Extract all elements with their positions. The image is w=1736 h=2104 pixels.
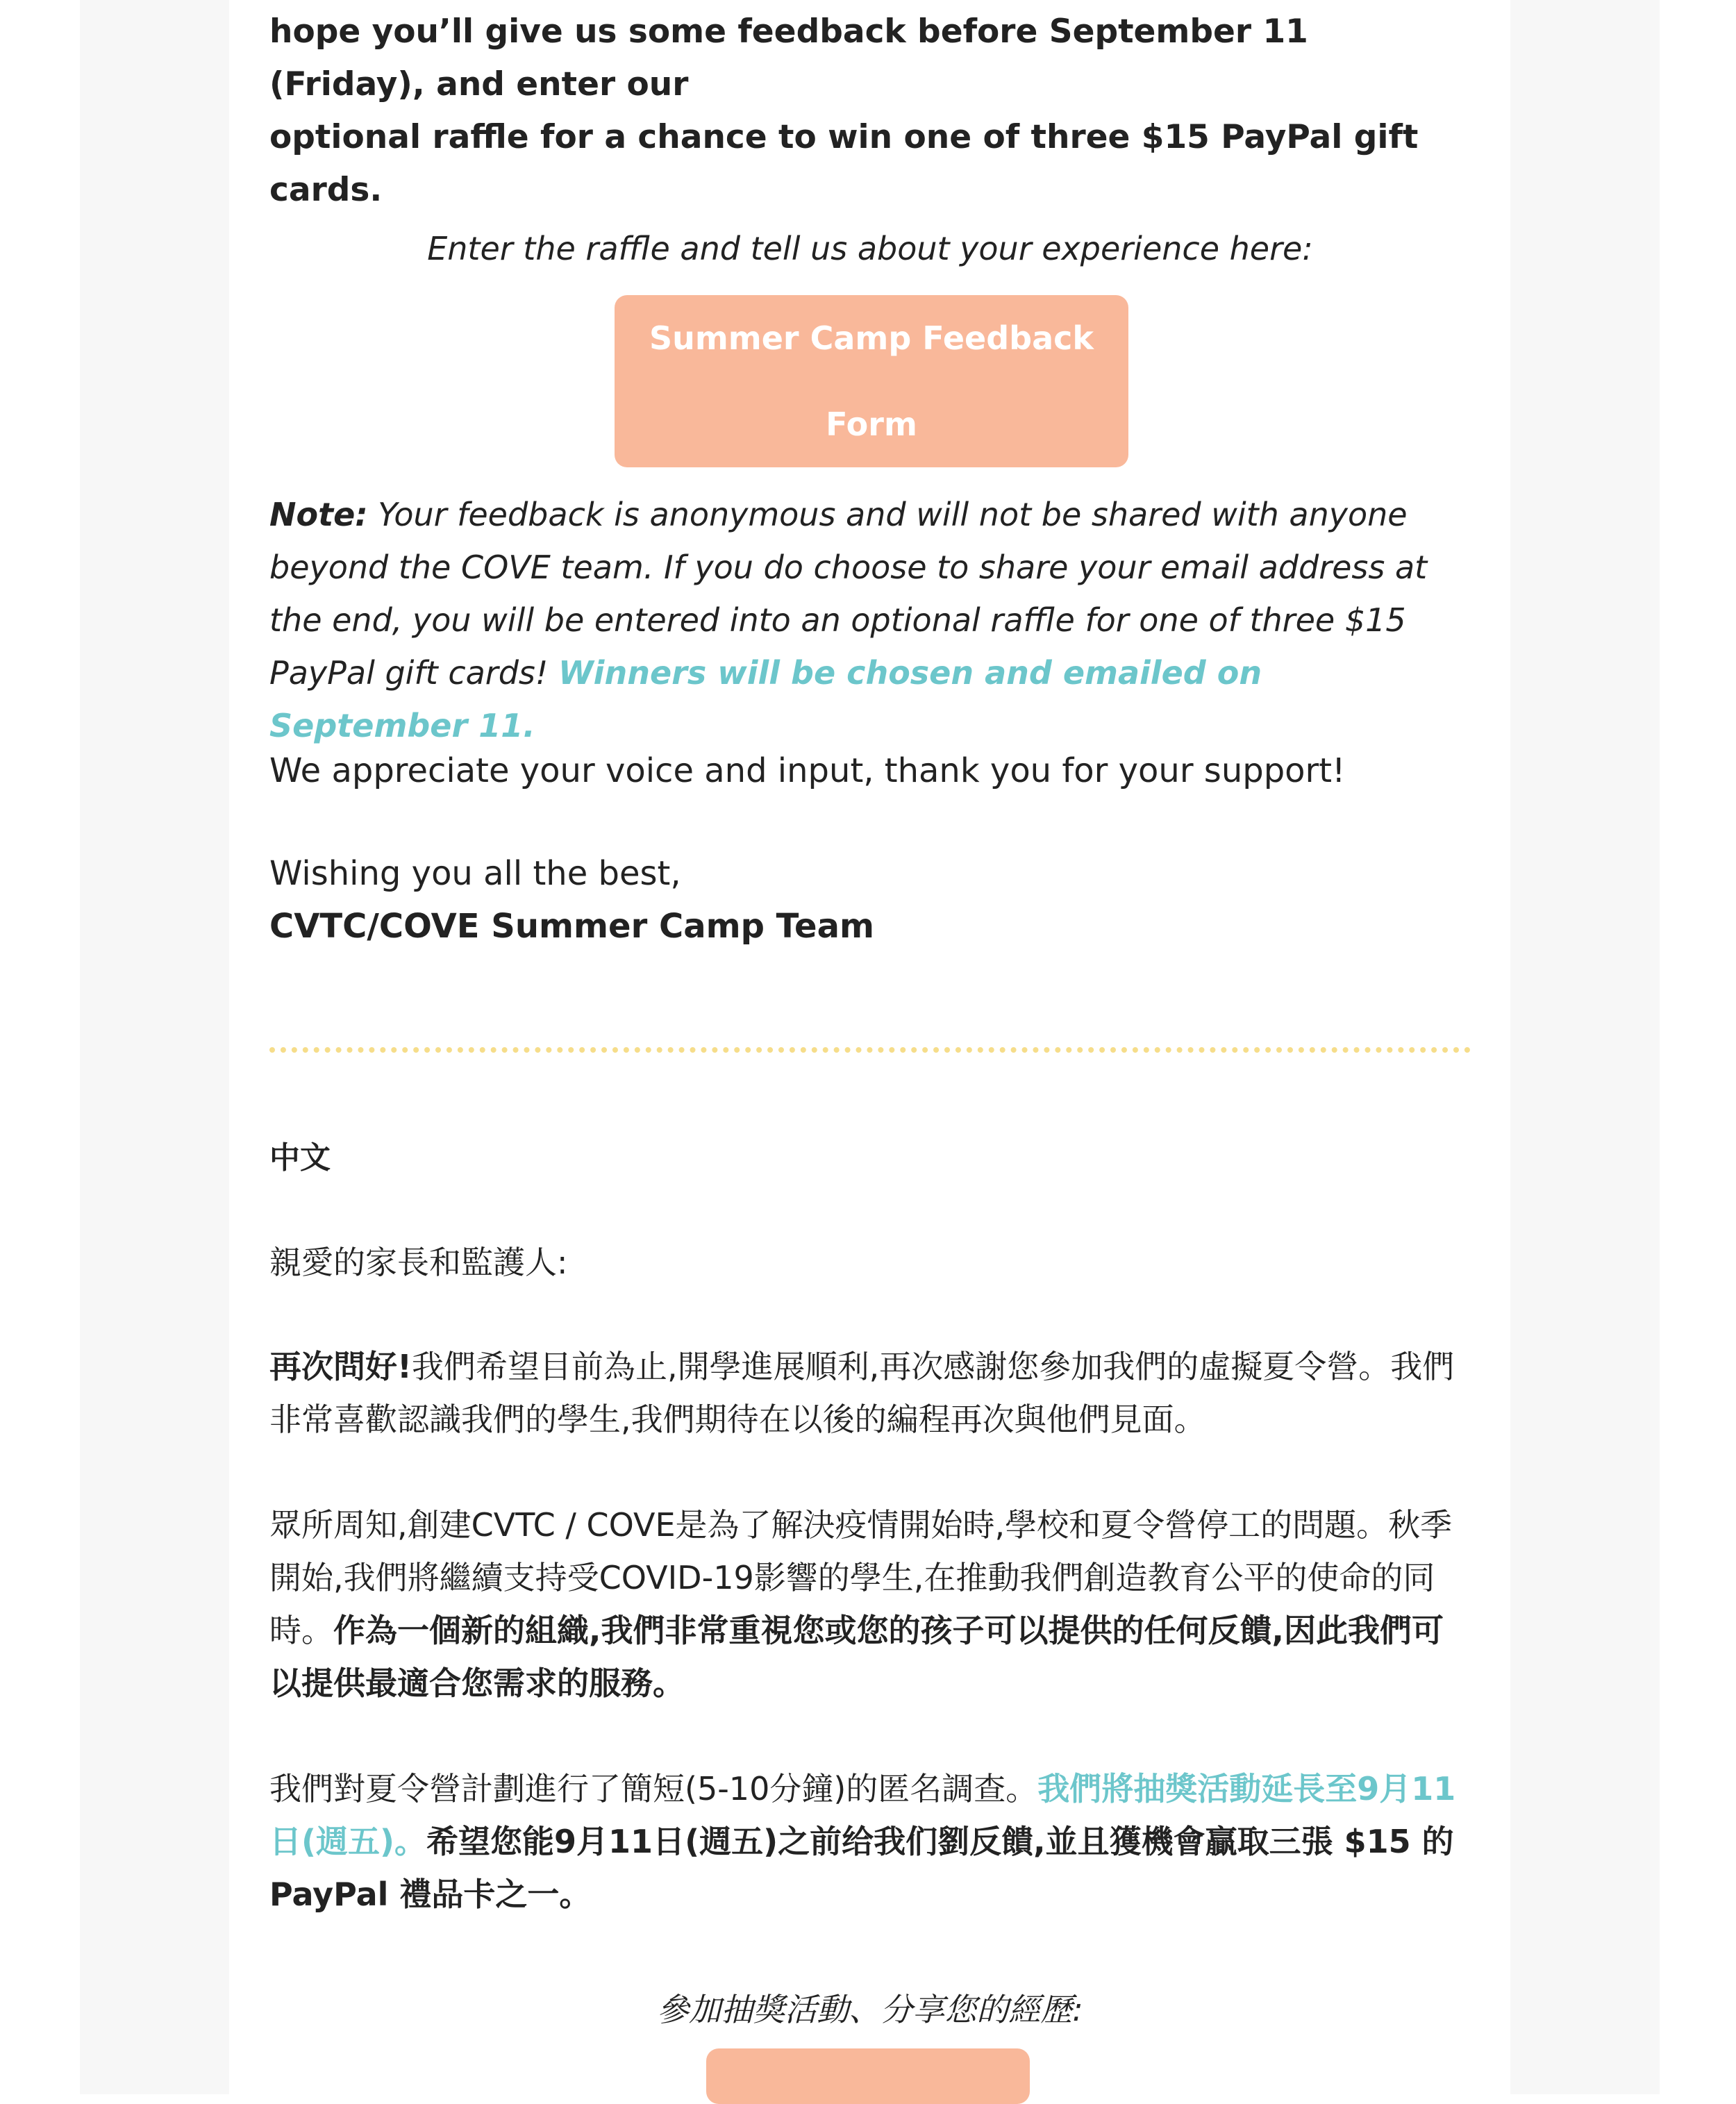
section-divider xyxy=(269,1047,1471,1053)
winners-link[interactable]: Winners will be chosen and emailed on September 11. xyxy=(269,654,1262,744)
note-paragraph xyxy=(269,488,1471,752)
closing-block xyxy=(269,847,1471,953)
feedback-form-button[interactable]: Summer Camp Feedback Form xyxy=(615,295,1128,467)
note-text: Your feedback is anonymous and will not be shared with anyone beyond the COVE team. If you do choose to share your email address at the end, you will be entered into an optional raffle for one of three $15 PayPal gift cards! xyxy=(269,496,1428,692)
signature: CVTC/COVE Summer Camp Team xyxy=(269,907,875,946)
intro-paragraph xyxy=(269,6,1471,217)
zh-heading: 中文 xyxy=(269,1140,331,1176)
zh-raffle-extension-link[interactable]: 我們將抽獎活動延長至9月11日(週五)。 xyxy=(269,1770,1456,1860)
zh-p1-text: 我們希望目前為止,開學進展順利,再次感謝您參加我們的虛擬夏令營。我們非常喜歡認識我們的學生,我們期待在以後的編程再次與他們見面。 xyxy=(269,1348,1455,1438)
note-label: Note: xyxy=(269,496,368,533)
zh-p3-bold: 希望您能9月11日(週五)之前给我们劉反饋,並且獲機會贏取三張 $15 的 PayPal 禮品卡之一。 xyxy=(269,1823,1454,1913)
intro-line-1: hope you’ll give us some feedback before September 11 (Friday), and enter our xyxy=(269,12,1308,103)
zh-raffle-prompt: 參加抽獎活動、分享您的經歷: xyxy=(657,1991,1083,2028)
zh-p2-bold: 作為一個新的組織,我們非常重視您或您的孩子可以提供的任何反饋,因此我們可以提供最適合您需求的服務。 xyxy=(269,1612,1444,1702)
zh-p3-text: 我們對夏令營計劃進行了簡短(5-10分鐘)的匿名調查。 xyxy=(269,1770,1038,1807)
zh-p1-bold: 再次問好! xyxy=(269,1348,412,1385)
zh-paragraph-3 xyxy=(269,1762,1471,1921)
zh-paragraph-1 xyxy=(269,1340,1471,1446)
zh-p2-text: 眾所周知,創建CVTC / COVE是為了解決疫情開始時,學校和夏令營停工的問題。秋季開始,我們將繼續支持受COVID-19影響的學生,在推動我們創造教育公平的使命的同時。 xyxy=(269,1506,1453,1649)
zh-greeting: 親愛的家長和監護人: xyxy=(269,1244,568,1281)
zh-paragraph-2 xyxy=(269,1498,1471,1710)
raffle-prompt: Enter the raffle and tell us about your experience here: xyxy=(427,230,1313,267)
closing-text: Wishing you all the best, xyxy=(269,854,681,893)
intro-line-2: optional raffle for a chance to win one of three $15 PayPal gift cards. xyxy=(269,118,1419,209)
appreciation-paragraph: We appreciate your voice and input, thank you for your support! xyxy=(269,751,1346,790)
zh-feedback-form-button[interactable] xyxy=(706,2048,1030,2104)
